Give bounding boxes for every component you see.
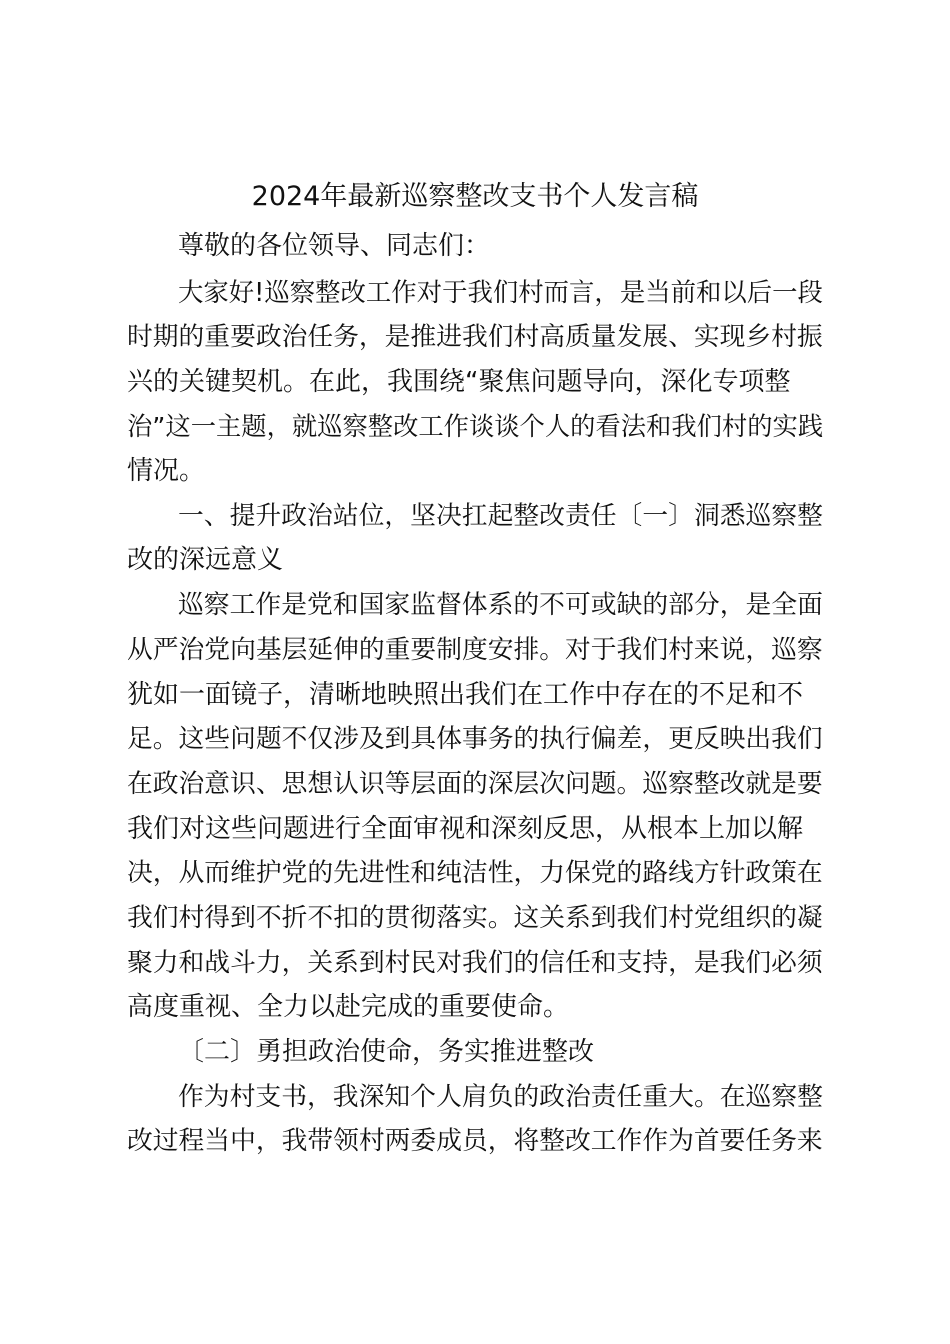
- body-text-line: 作为村支书，我深知个人肩负的政治责任重大。在巡察整: [178, 1082, 823, 1112]
- body-text-line: 时期的重要政治任务，是推进我们村高质量发展、实现乡村振: [127, 322, 823, 352]
- body-text-line: 决，从而维护党的先进性和纯洁性，力保党的路线方针政策在: [127, 858, 823, 888]
- body-text-line: 我们村得到不折不扣的贯彻落实。这关系到我们村党组织的凝: [127, 903, 823, 933]
- section-heading-line: 改的深远意义: [127, 545, 284, 575]
- body-text-line: 情况。: [127, 456, 206, 486]
- body-text-line: 兴的关键契机。在此，我围绕“聚焦问题导向，深化专项整: [127, 367, 791, 397]
- subsection-heading-line: 〔二〕勇担政治使命，务实推进整改: [178, 1037, 595, 1067]
- body-text-line: 在政治意识、思想认识等层面的深层次问题。巡察整改就是要: [127, 769, 823, 799]
- body-text-line: 足。这些问题不仅涉及到具体事务的执行偏差，更反映出我们: [127, 724, 823, 754]
- body-text-line: 高度重视、全力以赴完成的重要使命。: [127, 992, 570, 1022]
- body-text-line: 改过程当中，我带领村两委成员，将整改工作作为首要任务来: [127, 1126, 823, 1156]
- body-text-line: 巡察工作是党和国家监督体系的不可或缺的部分，是全面: [178, 590, 823, 620]
- body-text-line: 我们对这些问题进行全面审视和深刻反思，从根本上加以解: [127, 814, 804, 844]
- body-text-line: 从严治党向基层延伸的重要制度安排。对于我们村来说，巡察: [127, 635, 823, 665]
- body-text-line: 大家好!巡察整改工作对于我们村而言，是当前和以后一段: [178, 277, 823, 307]
- body-text-line: 聚力和战斗力，关系到村民对我们的信任和支持，是我们必须: [127, 948, 823, 978]
- section-heading-line: 一、提升政治站位，坚决扛起整改责任〔一〕洞悉巡察整: [178, 501, 823, 531]
- salutation-line: 尊敬的各位领导、同志们：: [178, 231, 491, 261]
- body-text-line: 治”这一主题，就巡察整改工作谈谈个人的看法和我们村的实践: [127, 412, 824, 441]
- document-title: 2024年最新巡察整改支书个人发言稿: [251, 181, 699, 212]
- body-text-line: 犹如一面镜子，清晰地映照出我们在工作中存在的不足和不: [127, 680, 804, 710]
